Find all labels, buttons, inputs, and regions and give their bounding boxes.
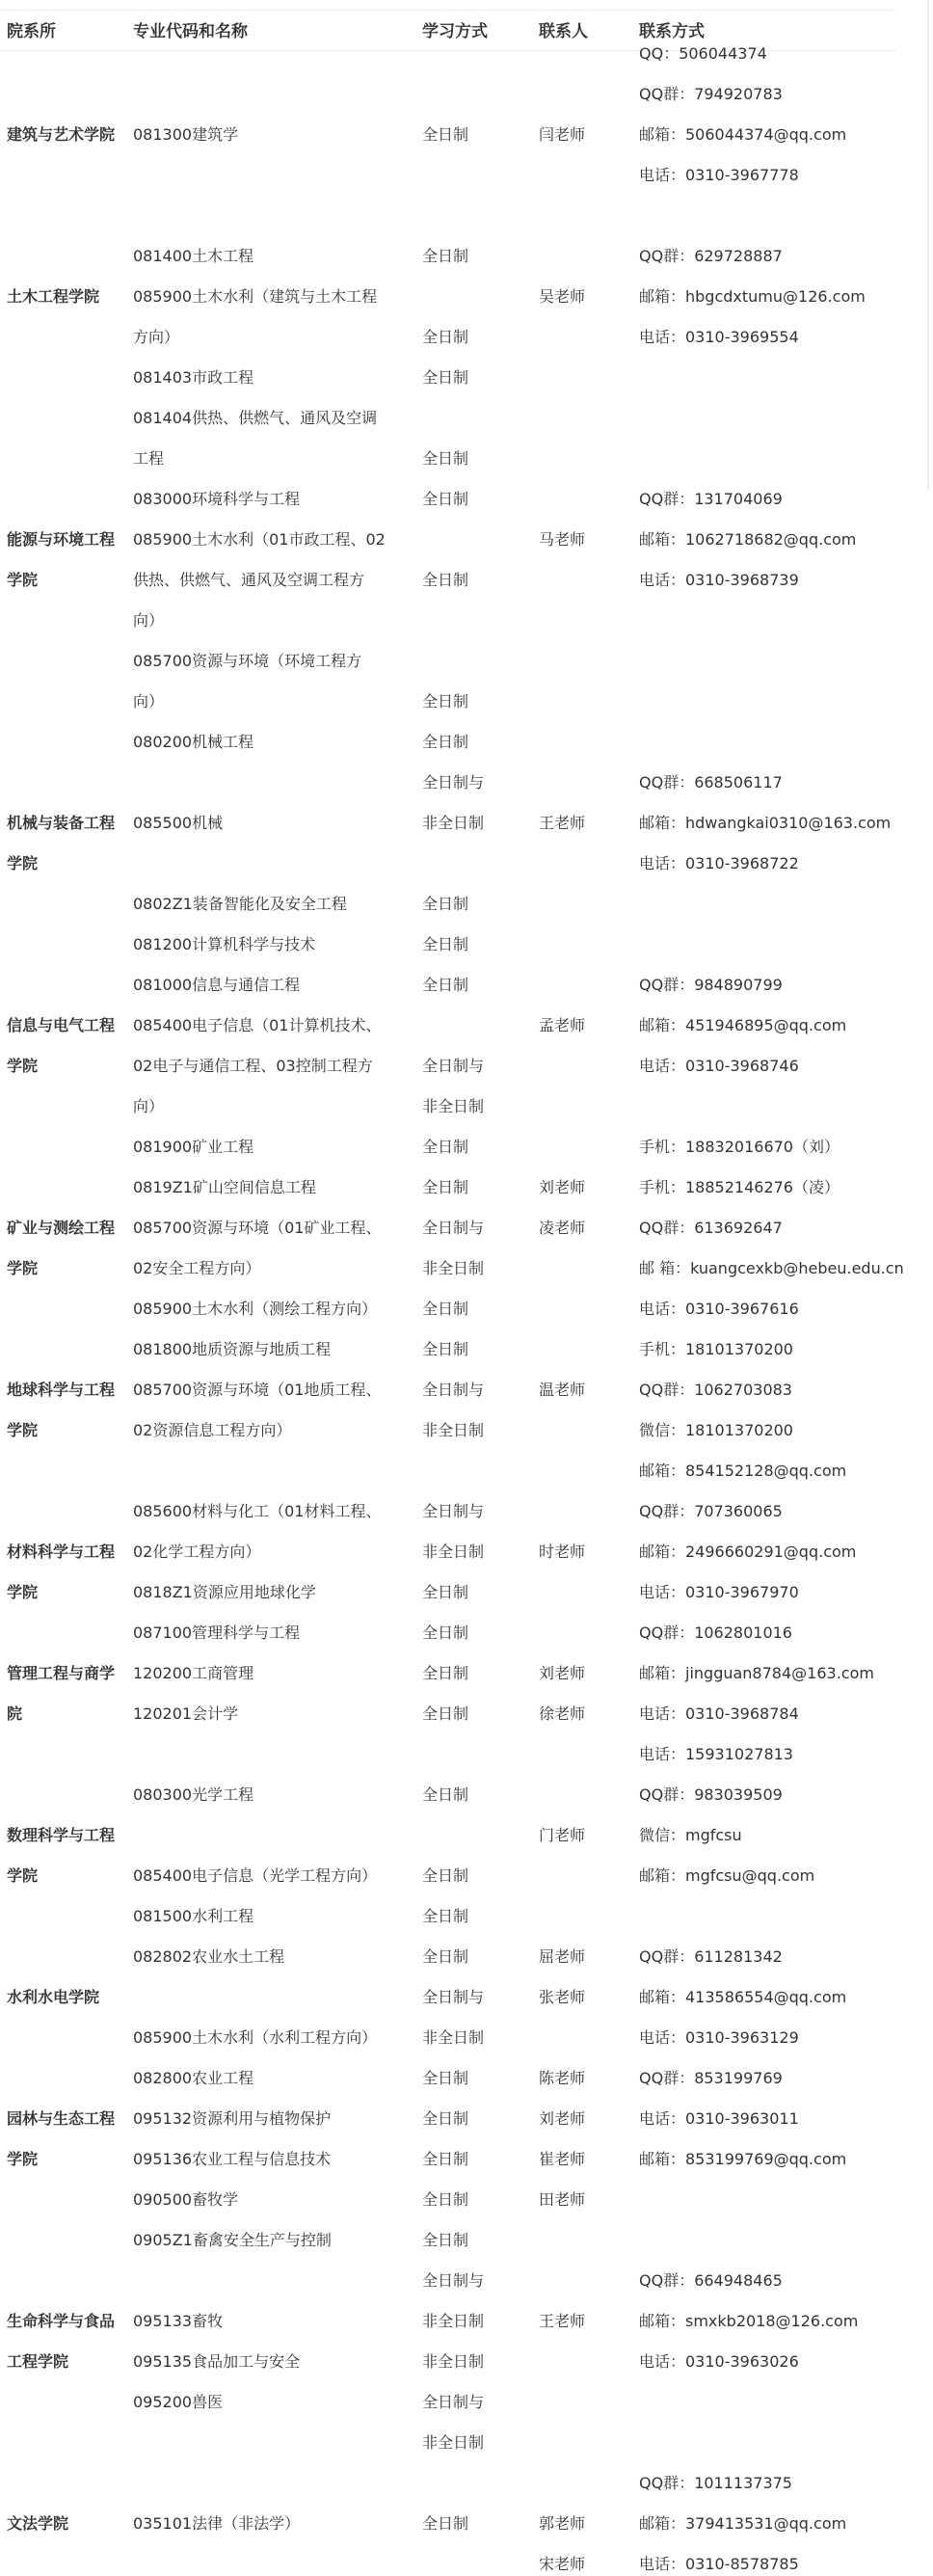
contact-person-cell: 王老师: [539, 814, 586, 832]
contact-info-cell: 邮箱：506044374@qq.com: [639, 125, 847, 144]
study-mode-cell: 全日制: [422, 2190, 469, 2209]
major-cell: 083000环境科学与工程: [133, 490, 301, 508]
department-cell: 学院: [7, 854, 39, 872]
contact-person-cell: 刘老师: [539, 2109, 586, 2128]
department-cell: 学院: [7, 1866, 39, 1885]
contact-info-cell: 邮箱：451946895@qq.com: [639, 1016, 847, 1034]
contact-person-cell: 门老师: [539, 1826, 586, 1844]
contact-person-cell: 吴老师: [539, 287, 586, 306]
study-mode-cell: 非全日制: [422, 1259, 485, 1277]
contact-person-cell: 凌老师: [539, 1219, 586, 1237]
major-cell: 085700资源与环境（环境工程方: [133, 652, 362, 670]
study-mode-cell: 全日制: [422, 368, 469, 387]
contact-info-cell: QQ群：668506117: [639, 773, 783, 792]
right-scroll-edge: [927, 0, 929, 492]
major-cell: 080300光学工程: [133, 1785, 254, 1804]
major-cell: 120201会计学: [133, 1704, 239, 1723]
study-mode-cell: 全日制: [422, 1583, 469, 1601]
major-cell: 081800地质资源与地质工程: [133, 1340, 332, 1358]
major-cell: 02化学工程方向）: [133, 1543, 261, 1561]
study-mode-cell: 全日制: [422, 571, 469, 589]
major-cell: 035101法律（非法学）: [133, 2514, 301, 2533]
study-mode-cell: 全日制: [422, 2150, 469, 2168]
department-cell: 建筑与艺术学院: [7, 125, 116, 144]
study-mode-cell: 全日制: [422, 1947, 469, 1966]
contact-info-cell: QQ：506044374: [639, 44, 767, 63]
contact-person-cell: 时老师: [539, 1543, 586, 1561]
contact-person-cell: 闫老师: [539, 125, 586, 144]
major-cell: 0905Z1畜禽安全生产与控制: [133, 2231, 332, 2249]
header-contact-person: 联系人: [539, 22, 588, 41]
major-cell: 向）: [133, 611, 165, 630]
study-mode-cell: 非全日制: [422, 814, 485, 832]
contact-info-cell: 邮箱：jingguan8784@163.com: [639, 1664, 874, 1682]
contact-info-cell: 电话：15931027813: [639, 1745, 793, 1763]
contact-person-cell: 刘老师: [539, 1664, 586, 1682]
contact-info-cell: 邮箱：mgfcsu@qq.com: [639, 1866, 815, 1885]
contact-person-cell: 陈老师: [539, 2069, 586, 2087]
department-cell: 数理科学与工程: [7, 1826, 116, 1844]
contact-info-cell: 邮箱：hdwangkai0310@163.com: [639, 814, 892, 832]
study-mode-cell: 非全日制: [422, 2433, 485, 2452]
major-cell: 095200兽医: [133, 2393, 224, 2411]
major-cell: 095135食品加工与安全: [133, 2352, 301, 2371]
study-mode-cell: 全日制: [422, 328, 469, 346]
contact-info-cell: 电话：0310-3963026: [639, 2352, 799, 2371]
department-cell: 院: [7, 1704, 23, 1723]
study-mode-cell: 全日制: [422, 976, 469, 994]
major-cell: 081900矿业工程: [133, 1138, 254, 1156]
contact-info-cell: 电话：0310-3967616: [639, 1300, 799, 1318]
header-department: 院系所: [7, 22, 56, 41]
major-cell: 081500水利工程: [133, 1907, 254, 1925]
major-cell: 081404供热、供燃气、通风及空调: [133, 409, 378, 427]
contact-info-cell: QQ群：1011137375: [639, 2474, 792, 2492]
major-cell: 向）: [133, 692, 165, 711]
department-cell: 学院: [7, 1057, 39, 1075]
major-cell: 085900土木水利（测绘工程方向）: [133, 1300, 378, 1318]
header-contact-info: 联系方式: [639, 22, 705, 41]
contact-info-cell: 电话：0310-3967778: [639, 166, 799, 184]
department-cell: 水利水电学院: [7, 1988, 100, 2006]
study-mode-cell: 全日制与: [422, 1988, 485, 2006]
contact-person-cell: 田老师: [539, 2190, 586, 2209]
major-cell: 085700资源与环境（01地质工程、: [133, 1381, 382, 1399]
study-mode-cell: 非全日制: [422, 2312, 485, 2330]
contact-info-cell: 电话：0310-3963011: [639, 2109, 799, 2128]
contact-info-cell: 邮箱：hbgcdxtumu@126.com: [639, 287, 866, 306]
contact-info-cell: 电话：0310-3967970: [639, 1583, 799, 1601]
study-mode-cell: 全日制: [422, 2231, 469, 2249]
study-mode-cell: 全日制: [422, 1300, 469, 1318]
department-cell: 学院: [7, 2150, 39, 2168]
major-cell: 081400土木工程: [133, 247, 254, 265]
major-cell: 0802Z1装备智能化及安全工程: [133, 895, 347, 913]
contact-info-cell: 手机：18852146276（凌）: [639, 1178, 840, 1196]
major-cell: 方向）: [133, 328, 180, 346]
contact-person-cell: 温老师: [539, 1381, 586, 1399]
study-mode-cell: 全日制: [422, 1138, 469, 1156]
contact-info-cell: QQ群：983039509: [639, 1785, 783, 1804]
major-cell: 082800农业工程: [133, 2069, 254, 2087]
contact-info-cell: 微信：18101370200: [639, 1421, 793, 1439]
contact-person-cell: 刘老师: [539, 1178, 586, 1196]
department-cell: 学院: [7, 1259, 39, 1277]
contact-info-cell: QQ群：613692647: [639, 1219, 783, 1237]
study-mode-cell: 非全日制: [422, 2352, 485, 2371]
study-mode-cell: 全日制与: [422, 1057, 485, 1075]
contact-person-cell: 宋老师: [539, 2555, 586, 2573]
major-cell: 090500畜牧学: [133, 2190, 239, 2209]
major-cell: 087100管理科学与工程: [133, 1623, 301, 1642]
contact-info-cell: 电话：0310-3969554: [639, 328, 799, 346]
major-cell: 0818Z1资源应用地球化学: [133, 1583, 316, 1601]
major-cell: 081403市政工程: [133, 368, 254, 387]
department-cell: 矿业与测绘工程: [7, 1219, 116, 1237]
contact-info-cell: 邮箱：smxkb2018@126.com: [639, 2312, 859, 2330]
study-mode-cell: 全日制与: [422, 1219, 485, 1237]
contact-info-cell: 电话：0310-3963129: [639, 2028, 799, 2047]
major-cell: 095136农业工程与信息技术: [133, 2150, 332, 2168]
contact-person-cell: 张老师: [539, 1988, 586, 2006]
department-cell: 文法学院: [7, 2514, 69, 2533]
major-cell: 081200计算机科学与技术: [133, 935, 316, 953]
study-mode-cell: 非全日制: [422, 1097, 485, 1115]
study-mode-cell: 全日制与: [422, 1502, 485, 1520]
contact-info-cell: 电话：0310-3968784: [639, 1704, 799, 1723]
contact-info-cell: QQ群：664948465: [639, 2271, 783, 2290]
study-mode-cell: 全日制: [422, 1623, 469, 1642]
contact-info-cell: QQ群：984890799: [639, 976, 783, 994]
major-cell: 082802农业水土工程: [133, 1947, 285, 1966]
study-mode-cell: 全日制: [422, 1340, 469, 1358]
study-mode-cell: 全日制与: [422, 773, 485, 792]
major-cell: 085400电子信息（光学工程方向）: [133, 1866, 378, 1885]
contact-info-cell: 手机：18101370200: [639, 1340, 793, 1358]
department-cell: 园林与生态工程: [7, 2109, 116, 2128]
department-cell: 土木工程学院: [7, 287, 100, 306]
contact-info-cell: 电话：0310-3968746: [639, 1057, 799, 1075]
contact-info-cell: 微信：mgfcsu: [639, 1826, 742, 1844]
contact-person-cell: 王老师: [539, 2312, 586, 2330]
major-cell: 085900土木水利（水利工程方向）: [133, 2028, 378, 2047]
major-cell: 081000信息与通信工程: [133, 976, 301, 994]
major-cell: 085900土木水利（建筑与土木工程: [133, 287, 378, 306]
major-cell: 供热、供燃气、通风及空调工程方: [133, 571, 365, 589]
major-cell: 02安全工程方向）: [133, 1259, 261, 1277]
contact-info-cell: QQ群：1062703083: [639, 1381, 792, 1399]
contact-person-cell: 郭老师: [539, 2514, 586, 2533]
contact-person-cell: 马老师: [539, 530, 586, 549]
major-cell: 120200工商管理: [133, 1664, 254, 1682]
department-cell: 学院: [7, 571, 39, 589]
department-cell: 能源与环境工程: [7, 530, 116, 549]
contact-info-cell: 邮箱：379413531@qq.com: [639, 2514, 847, 2533]
study-mode-cell: 全日制: [422, 1704, 469, 1723]
major-cell: 向）: [133, 1097, 165, 1115]
department-cell: 材料科学与工程: [7, 1543, 116, 1561]
study-mode-cell: 全日制: [422, 692, 469, 711]
contact-info-cell: 邮箱：413586554@qq.com: [639, 1988, 847, 2006]
study-mode-cell: 全日制: [422, 2514, 469, 2533]
contact-person-cell: 徐老师: [539, 1704, 586, 1723]
study-mode-cell: 全日制: [422, 449, 469, 468]
department-cell: 工程学院: [7, 2352, 69, 2371]
major-cell: 085500机械: [133, 814, 224, 832]
contact-info-cell: 邮箱：853199769@qq.com: [639, 2150, 847, 2168]
contact-info-cell: 电话：0310-3968722: [639, 854, 799, 872]
major-cell: 085900土木水利（01市政工程、02: [133, 530, 386, 549]
study-mode-cell: 全日制: [422, 1785, 469, 1804]
contact-person-cell: 孟老师: [539, 1016, 586, 1034]
study-mode-cell: 非全日制: [422, 1543, 485, 1561]
major-cell: 02资源信息工程方向）: [133, 1421, 292, 1439]
study-mode-cell: 全日制: [422, 1664, 469, 1682]
contact-info-cell: 邮 箱：kuangcexkb@hebeu.edu.cn: [639, 1259, 904, 1277]
study-mode-cell: 全日制: [422, 895, 469, 913]
contact-info-cell: QQ群：131704069: [639, 490, 783, 508]
major-cell: 080200机械工程: [133, 733, 254, 751]
study-mode-cell: 全日制: [422, 935, 469, 953]
contact-person-cell: 崔老师: [539, 2150, 586, 2168]
department-cell: 信息与电气工程: [7, 1016, 116, 1034]
major-cell: 085600材料与化工（01材料工程、: [133, 1502, 382, 1520]
study-mode-cell: 全日制: [422, 490, 469, 508]
study-mode-cell: 全日制: [422, 733, 469, 751]
major-cell: 0819Z1矿山空间信息工程: [133, 1178, 316, 1196]
major-cell: 02电子与通信工程、03控制工程方: [133, 1057, 373, 1075]
study-mode-cell: 全日制: [422, 2069, 469, 2087]
study-mode-cell: 全日制: [422, 1178, 469, 1196]
contact-info-cell: 邮箱：854152128@qq.com: [639, 1462, 847, 1480]
contact-info-cell: QQ群：1062801016: [639, 1623, 792, 1642]
contact-info-cell: 电话：0310-3968739: [639, 571, 799, 589]
contact-person-cell: 屈老师: [539, 1947, 586, 1966]
study-mode-cell: 全日制与: [422, 2271, 485, 2290]
contact-info-cell: QQ群：707360065: [639, 1502, 783, 1520]
table-top-border: [0, 10, 896, 11]
department-cell: 学院: [7, 1421, 39, 1439]
header-study-mode: 学习方式: [422, 22, 488, 41]
study-mode-cell: 全日制与: [422, 2393, 485, 2411]
department-cell: 机械与装备工程: [7, 814, 116, 832]
department-cell: 管理工程与商学: [7, 1664, 116, 1682]
study-mode-cell: 全日制: [422, 247, 469, 265]
study-mode-cell: 全日制: [422, 2109, 469, 2128]
department-cell: 生命科学与食品: [7, 2312, 116, 2330]
department-cell: 地球科学与工程: [7, 1381, 116, 1399]
study-mode-cell: 全日制与: [422, 1381, 485, 1399]
major-cell: 工程: [133, 449, 165, 468]
contact-info-cell: 电话：0310-8578785: [639, 2555, 799, 2573]
major-cell: 095133畜牧: [133, 2312, 224, 2330]
contact-info-cell: QQ群：611281342: [639, 1947, 783, 1966]
major-cell: 085400电子信息（01计算机技术、: [133, 1016, 382, 1034]
major-cell: 085700资源与环境（01矿业工程、: [133, 1219, 382, 1237]
contact-info-cell: 邮箱：2496660291@qq.com: [639, 1543, 857, 1561]
study-mode-cell: 非全日制: [422, 2028, 485, 2047]
study-mode-cell: 全日制: [422, 1866, 469, 1885]
study-mode-cell: 全日制: [422, 125, 469, 144]
department-cell: 学院: [7, 1583, 39, 1601]
study-mode-cell: 非全日制: [422, 1421, 485, 1439]
major-cell: 081300建筑学: [133, 125, 239, 144]
contact-info-cell: 手机：18832016670（刘）: [639, 1138, 840, 1156]
contact-info-cell: QQ群：794920783: [639, 85, 783, 103]
contact-info-cell: QQ群：853199769: [639, 2069, 783, 2087]
header-major: 专业代码和名称: [133, 22, 248, 41]
contact-info-cell: 邮箱：1062718682@qq.com: [639, 530, 857, 549]
study-mode-cell: 全日制: [422, 1907, 469, 1925]
major-cell: 095132资源利用与植物保护: [133, 2109, 332, 2128]
contact-info-cell: QQ群：629728887: [639, 247, 783, 265]
